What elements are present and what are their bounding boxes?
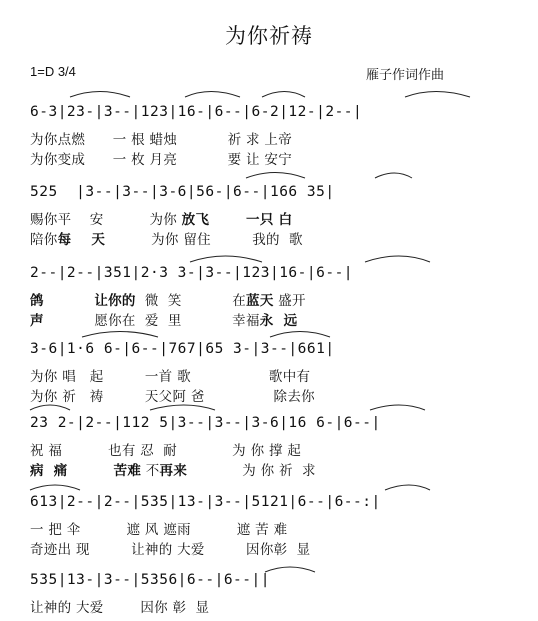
lyric-segment: 为你 祈 祷 天父阿 爸 除去你 [30, 389, 315, 405]
lyric-segment: 让神的 大爱 因你 彰 显 [30, 600, 210, 616]
lyric-segment: 为你点燃 一 根 蜡烛 祈 求 上帝 [30, 132, 293, 148]
lyric-segment: 放飞 [181, 212, 210, 228]
lyric-segment: 祝 福 也有 忍 耐 为 你 撑 起 [30, 443, 302, 459]
lyric-segment: 为 你 祈 求 [187, 463, 316, 479]
lyric-segment: 声 [30, 313, 44, 329]
lyric-segment: 鸽 [30, 293, 44, 309]
notation-line: 23 2-|2--|112 5|3--|3--|3-6|16 6-|6--| [30, 415, 381, 431]
lyric-segment: 让你的 [94, 293, 136, 309]
notation-line: 2--|2--|351|2·3 3-|3--|123|16-|6--| [30, 265, 354, 281]
lyric-segment: 病 痛 [30, 463, 68, 479]
lyric-segment: 蓝天 [246, 293, 274, 309]
lyric-segment: 赐你平 安 为你 [30, 212, 182, 228]
lyric-segment: 愿你在 爱 里 幸福 [43, 313, 260, 329]
lyric-segment: 盛开 [273, 293, 306, 309]
lyric-segment: 苦难 [113, 463, 142, 479]
author-credit: 雁子作词作曲 [366, 68, 445, 83]
song-title: 为你祈祷 [225, 24, 313, 48]
notation-line: 525 |3--|3--|3-6|56-|6--|166 35| [30, 184, 335, 200]
notation-line: 613|2--|2--|535|13-|3--|5121|6--|6--:| [30, 494, 381, 510]
lyric-segment: 永 远 [259, 313, 298, 329]
lyric-segment: 一只 白 [246, 212, 293, 228]
lyric-segment: 陪你 [30, 232, 58, 248]
notation-line: 3-6|1·6 6-|6--|767|65 3-|3--|661| [30, 341, 335, 357]
notation-line: 6-3|23-|3--|123|16-|6--|6-2|12-|2--| [30, 104, 363, 120]
lyric-segment: 再来 [159, 463, 188, 479]
lyric-segment: 每 天 [57, 232, 106, 248]
lyric-segment: 不 [141, 463, 160, 479]
lyric-segment: 微 笑 在 [135, 293, 247, 309]
lyric-segment: 为你 留住 我的 歌 [105, 232, 303, 248]
notation-line: 535|13-|3--|5356|6--|6--|| [30, 572, 270, 588]
lyric-segment: 为你 唱 起 一首 歌 歌中有 [30, 369, 311, 385]
lyric-segment: 奇迹出 现 让神的 大爱 因你彰 显 [30, 542, 311, 558]
key-signature: 1=D 3/4 [30, 64, 76, 79]
lyric-segment: 一 把 伞 遮 风 遮雨 遮 苦 难 [30, 522, 288, 538]
lyric-segment: 为你变成 一 枚 月亮 要 让 安宁 [30, 152, 293, 168]
